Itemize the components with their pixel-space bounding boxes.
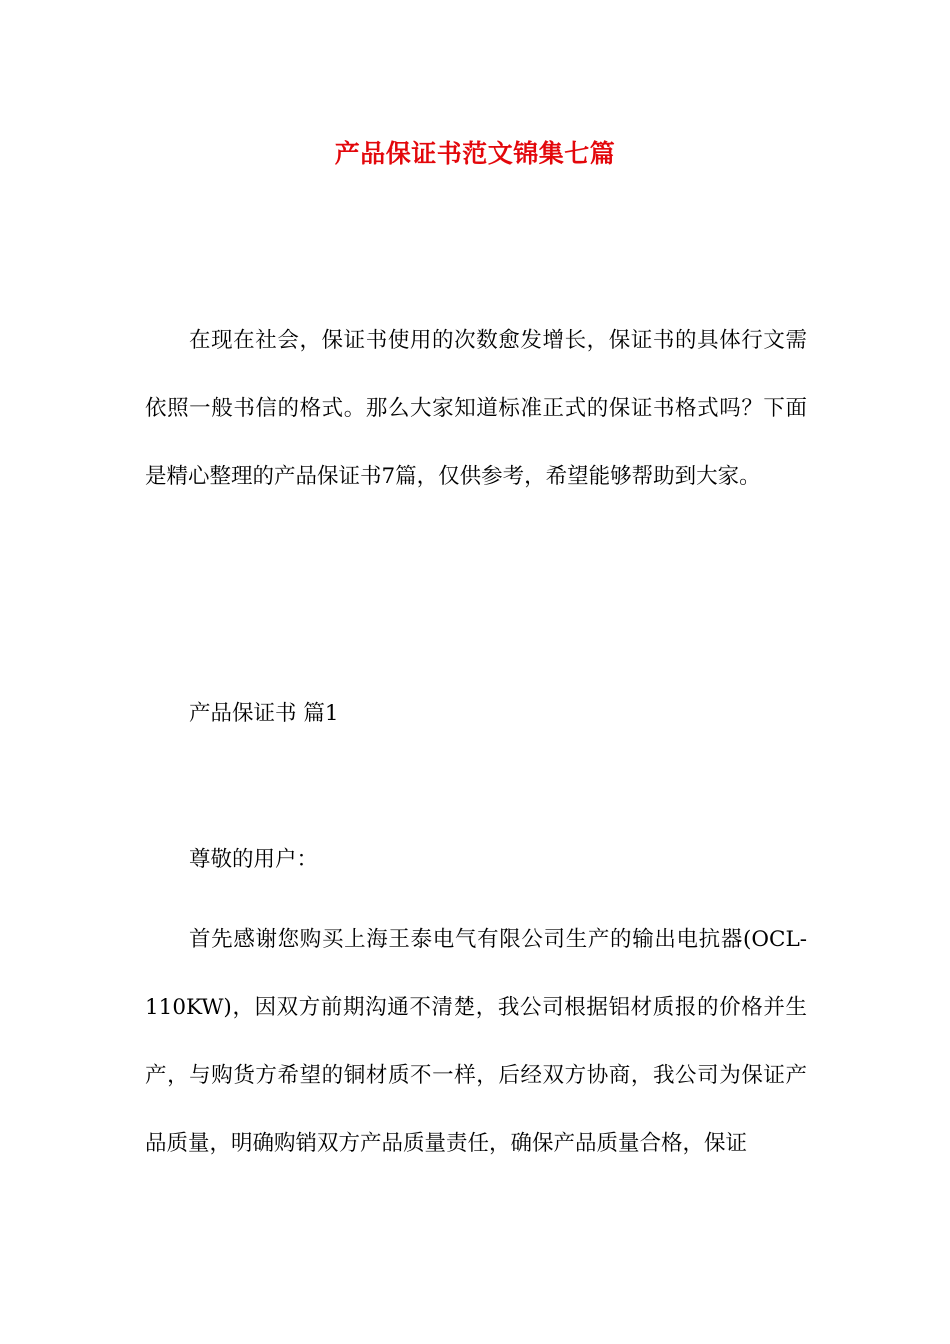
body-paragraph: 首先感谢您购买上海王泰电气有限公司生产的输出电抗器(OCL-110KW)，因双方前期沟通不清楚，我公司根据铝材质报的价格并生产，与购货方希望的铜材质不一样，后经双方协商，我公司为保证产品质量，明确购销双方产品质量责任，确保产品质量合格，保证 [145, 927, 807, 1156]
section-heading: 产品保证书 篇1 [189, 701, 339, 726]
greeting-line: 尊敬的用户： [189, 847, 319, 872]
intro-paragraph: 在现在社会，保证书使用的次数愈发增长，保证书的具体行文需依照一般书信的格式。那么大家知道标准正式的保证书格式吗？下面是精心整理的产品保证书7篇，仅供参考，希望能够帮助到大家。 [145, 328, 807, 489]
document-title: 产品保证书范文锦集七篇 [334, 139, 616, 168]
